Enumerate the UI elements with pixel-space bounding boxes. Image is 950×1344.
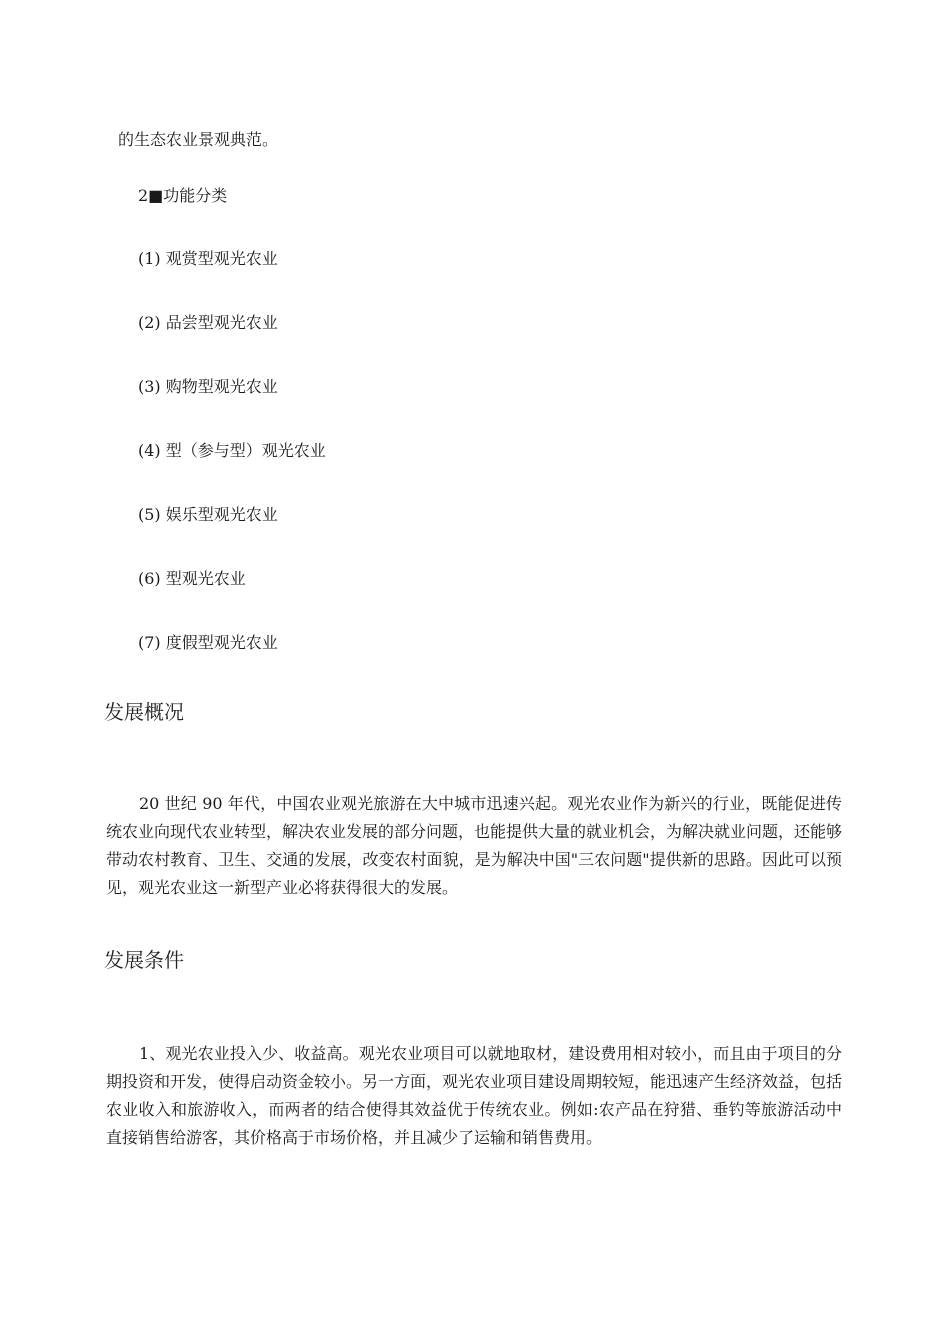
section-paragraph-conditions: 1、观光农业投入少、收益高。观光农业项目可以就地取材，建设费用相对较小，而且由于项目的分期投资和开发，使得启动资金较小。另一方面，观光农业项目建设周期较短，能迅速产生经济效益，包括农业收入和旅游收入，而两者的结合使得其效益优于传统农业。例如:农产品在狩猎、垂钓等旅游活动中直接销售给游客，其价格高于市场价格，并且减少了运输和销售费用。 xyxy=(106,1044,843,1147)
section-paragraph-overview: 20 世纪 90 年代，中国农业观光旅游在大中城市迅速兴起。观光农业作为新兴的行业，既能促进传统农业向现代农业转型，解决农业发展的部分问题，也能提供大量的就业机会，为解决就业问题，还能够带动农村教育、卫生、交通的发展，改变农村面貌，是为解决中国"三农问题"提供新的思路。因此可以预见，观光农业这一新型产业必将获得很大的发展。 xyxy=(106,794,843,897)
function-item-5: (5) 娱乐型观光农业 xyxy=(138,505,278,524)
function-item-6: (6) 型观光农业 xyxy=(138,569,246,588)
function-item-2: (2) 品尝型观光农业 xyxy=(138,313,278,332)
function-item-3: (3) 购物型观光农业 xyxy=(138,377,278,396)
section-heading-overview: 发展概况 xyxy=(104,702,184,724)
section-heading-conditions: 发展条件 xyxy=(104,950,184,972)
function-item-4: (4) 型（参与型）观光农业 xyxy=(138,441,326,460)
function-item-7: (7) 度假型观光农业 xyxy=(138,633,278,652)
function-item-1: (1) 观赏型观光农业 xyxy=(138,249,278,268)
function-heading: 2■功能分类 xyxy=(138,186,228,205)
intro-line: 的生态农业景观典范。 xyxy=(118,130,279,149)
